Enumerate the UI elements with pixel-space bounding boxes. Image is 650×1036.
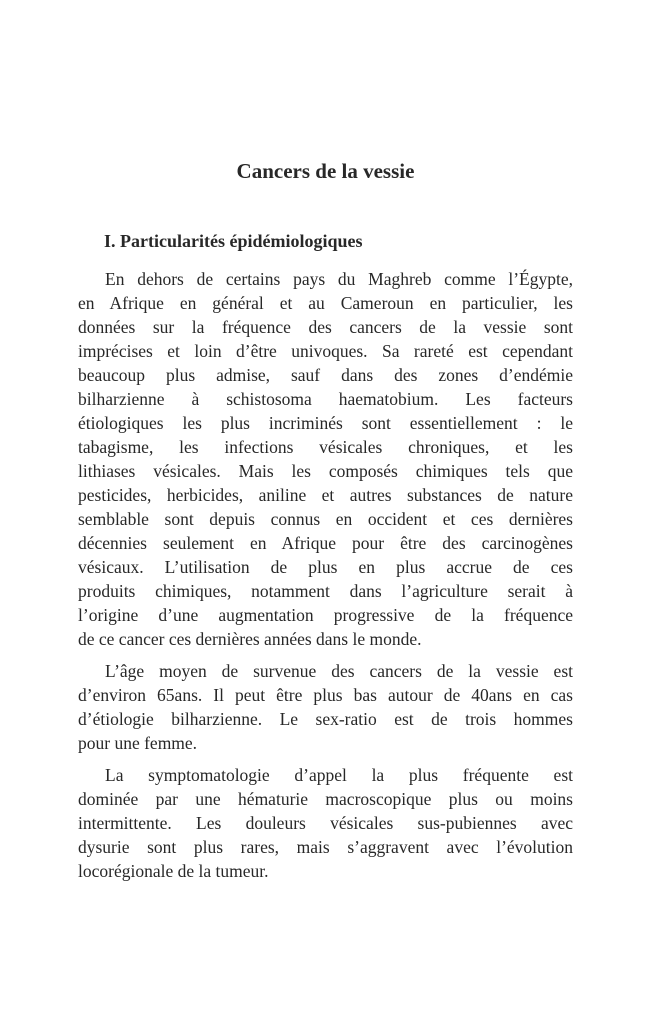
text-line: d’étiologie bilharzienne. Le sex-ratio est de trois hommes	[78, 709, 573, 729]
text-line: de ce cancer ces dernières années dans le monde.	[78, 629, 422, 649]
text-line: l’origine d’une augmentation progressive de la fréquence	[78, 605, 573, 625]
paragraph-age	[78, 659, 573, 755]
text-line: locorégionale de la tumeur.	[78, 861, 269, 881]
page-title: Cancers de la vessie	[236, 159, 415, 183]
text-line: vésicaux. L’utilisation de plus en plus accrue de ces	[78, 557, 573, 577]
text-line: pour une femme.	[78, 733, 198, 753]
paragraph-epidemiology	[78, 267, 573, 651]
paragraph-symptoms	[78, 763, 573, 883]
text-line: L’âge moyen de survenue des cancers de la vessie est	[105, 661, 573, 681]
text-line: d’environ 65ans. Il peut être plus bas autour de 40ans en cas	[78, 685, 573, 705]
text-line: produits chimiques, notamment dans l’agriculture serait à	[78, 581, 573, 601]
text-line: beaucoup plus admise, sauf dans des zones d’endémie	[78, 365, 573, 385]
text-line: en Afrique en général et au Cameroun en particulier, les	[78, 293, 573, 313]
text-line: décennies seulement en Afrique pour être des carcinogènes	[78, 533, 573, 553]
text-line: imprécises et loin d’être univoques. Sa rareté est cependant	[78, 341, 573, 361]
text-line: semblable sont depuis connus en occident et ces dernières	[78, 509, 573, 529]
text-line: La symptomatologie d’appel la plus fréquente est	[105, 765, 573, 785]
text-line: dominée par une hématurie macroscopique plus ou moins	[78, 789, 573, 809]
text-line: En dehors de certains pays du Maghreb comme l’Égypte,	[105, 269, 573, 289]
text-line: pesticides, herbicides, aniline et autres substances de nature	[78, 485, 573, 505]
text-line: tabagisme, les infections vésicales chroniques, et les	[78, 437, 573, 457]
section-heading: I. Particularités épidémiologiques	[104, 231, 363, 251]
text-line: dysurie sont plus rares, mais s’aggravent avec l’évolution	[78, 837, 573, 857]
text-line: intermittente. Les douleurs vésicales sus-pubiennes avec	[78, 813, 573, 833]
text-line: lithiases vésicales. Mais les composés chimiques tels que	[78, 461, 573, 481]
text-line: étiologiques les plus incriminés sont essentiellement : le	[78, 413, 573, 433]
text-line: données sur la fréquence des cancers de la vessie sont	[78, 317, 573, 337]
text-line: bilharzienne à schistosoma haematobium. Les facteurs	[78, 389, 573, 409]
